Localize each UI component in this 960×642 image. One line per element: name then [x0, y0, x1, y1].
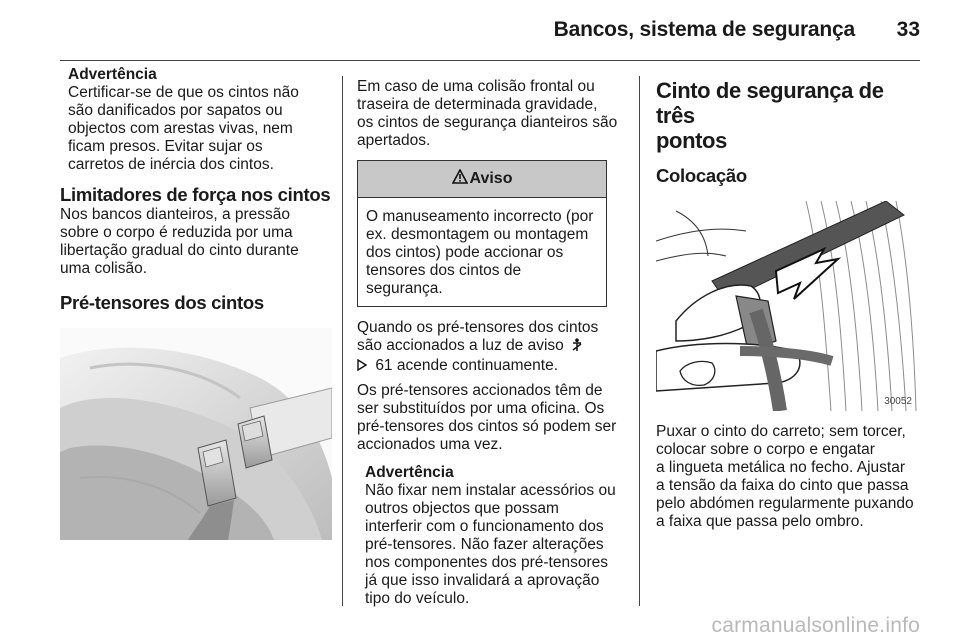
paragraph-line: Quando os pré-tensores dos cintos [357, 319, 599, 336]
heading-pretensioners: Pré-tensores dos cintos [60, 292, 264, 313]
warning-box [357, 160, 607, 307]
header-divider [60, 60, 920, 61]
page-reference-arrow-icon [357, 358, 367, 376]
paragraph-line [357, 357, 629, 376]
paragraph-line: libertação gradual do cinto durante [60, 242, 299, 259]
note-line: interferir com o funcionamento dos [365, 518, 604, 535]
note-line: são danificados por sapatos ou [68, 102, 283, 119]
paragraph-line: pelo abdómen regularmente puxando [656, 495, 914, 512]
warning-line: O manuseamento incorrecto (por [366, 208, 594, 225]
paragraph-text: são accionados a luz de aviso [357, 337, 564, 354]
paragraph-line: sobre o corpo é reduzida por uma [60, 224, 293, 241]
warning-line: dos cintos) pode accionar os [366, 244, 564, 261]
page-reference: 61 [375, 357, 393, 374]
fastening-instructions [656, 423, 924, 531]
paragraph-line: a lingueta metálica no fecho. Ajustar [656, 459, 906, 476]
paragraph-line: accionados uma vez. [357, 436, 503, 453]
note-belt-damage [60, 66, 332, 174]
watermark-link[interactable]: carmanualsonline.info [711, 614, 920, 637]
note-line: ficam presos. Evitar sujar os [68, 138, 263, 155]
column-3 [656, 78, 924, 531]
heading-fastening: Colocação [656, 165, 747, 186]
paragraph-line: Os pré-tensores accionados têm de [357, 382, 603, 399]
paragraph-line: uma colisão. [60, 260, 148, 277]
note-title: Advertência [68, 66, 157, 83]
paragraph-line: Em caso de uma colisão frontal ou [357, 78, 595, 95]
paragraph-line: pré-tensores dos cintos só podem ser [357, 418, 617, 435]
paragraph-line: ser substituídos por uma oficina. Os [357, 400, 605, 417]
paragraph-line: a tensão da faixa do cinto que passa [656, 477, 909, 494]
column-2 [357, 78, 629, 608]
column-divider-1 [342, 76, 343, 606]
heading-force-limiters: Limitadores de força nos cintos [60, 184, 331, 205]
heading-three-point-belt: pontos [656, 128, 727, 153]
note-line: tipo do veículo. [365, 590, 470, 607]
note-title: Advertência [365, 464, 454, 481]
belt-fastening-illustration [656, 201, 918, 411]
warning-line: ex. desmontagem ou montagem [366, 226, 589, 243]
note-line: já que isso invalidará a aprovação [365, 572, 600, 589]
pretensioner-illustration [60, 328, 332, 545]
note-line: carretos de inércia dos cintos. [68, 156, 274, 173]
note-line: pré-tensores. Não fazer alterações [365, 536, 604, 553]
warning-header [358, 161, 606, 198]
paragraph-line: Nos bancos dianteiros, a pressão [60, 206, 291, 223]
heading-three-point-belt: Cinto de segurança de três [656, 78, 884, 128]
paragraph-line: a faixa que passa pelo ombro. [656, 513, 864, 530]
warning-line: tensores dos cintos de segurança. [366, 262, 522, 297]
column-divider-2 [639, 76, 640, 606]
warning-triangle-icon [452, 169, 468, 189]
page-number: 33 [896, 18, 920, 41]
warning-body [358, 198, 606, 306]
page-header-title: Bancos, sistema de segurança [553, 18, 855, 41]
paragraph-line: traseira de determinada gravidade, [357, 96, 598, 113]
warning-title: Aviso [469, 170, 513, 187]
paragraph-text: acende continuamente. [396, 357, 559, 374]
note-no-accessories [357, 464, 629, 608]
note-line: nos componentes dos pré-tensores [365, 554, 608, 571]
paragraph-line: apertados. [357, 132, 431, 149]
note-line: outros objectos que possam [365, 500, 559, 517]
seatbelt-warning-light-icon [571, 338, 583, 357]
note-line: Certificar-se de que os cintos não [68, 84, 299, 101]
paragraph-line: Puxar o cinto do carreto; sem torcer, [656, 423, 906, 440]
note-line: Não fixar nem instalar acessórios ou [365, 482, 616, 499]
note-line: objectos com arestas vivas, nem [68, 120, 293, 137]
paragraph-line: colocar sobre o corpo e engatar [656, 441, 875, 458]
paragraph-line: os cintos de segurança dianteiros são [357, 114, 618, 131]
column-1 [60, 66, 332, 545]
figure-number: 30052 [884, 396, 912, 407]
paragraph-line [357, 337, 629, 357]
